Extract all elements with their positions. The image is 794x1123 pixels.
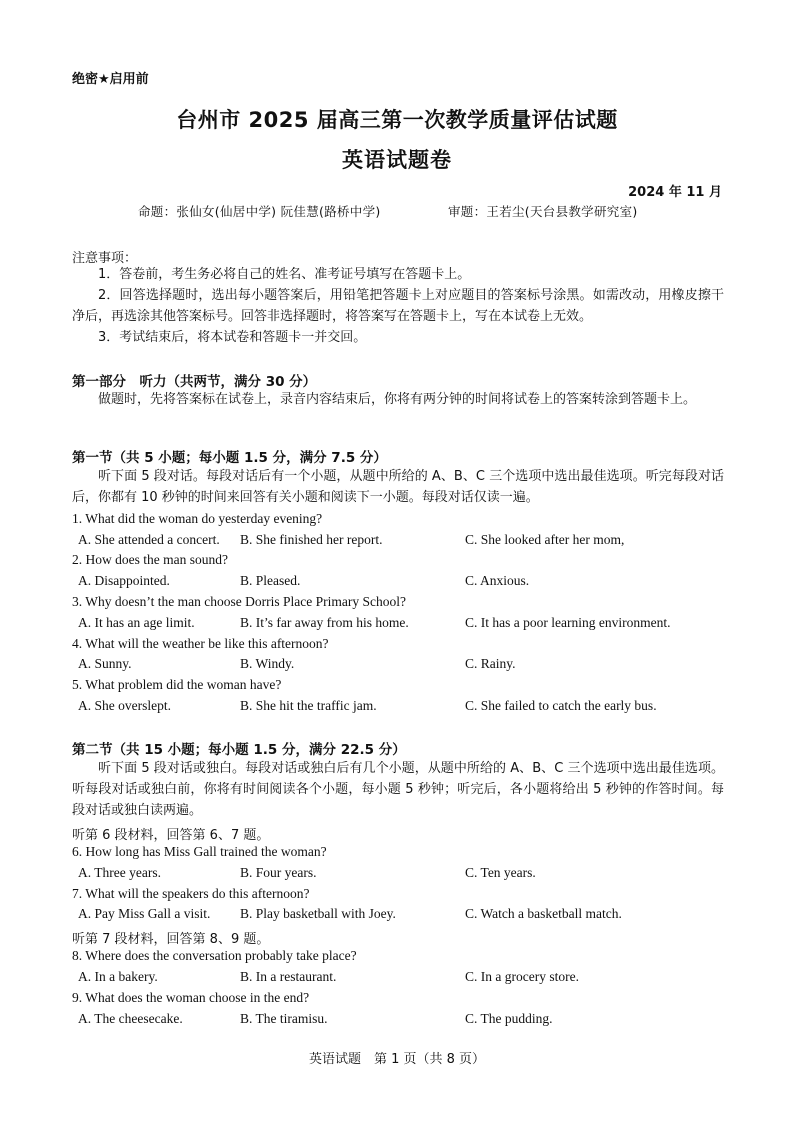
question-7: 7. What will the speakers do this afternoon? xyxy=(72,886,310,901)
q5-option-c: C. She failed to catch the early bus. xyxy=(465,698,657,713)
q5-option-b: B. She hit the traffic jam. xyxy=(240,698,377,713)
question-8: 8. Where does the conversation probably take place? xyxy=(72,948,357,963)
q9-option-b: B. The tiramisu. xyxy=(240,1011,328,1026)
confidential-label: 绝密★启用前 xyxy=(72,72,149,87)
notice-item-2: 2．回答选择题时，选出每小题答案后，用铅笔把答题卡上对应题目的答案标号涂黑。如需改动，用橡皮擦干净后，再选涂其他答案标号。回答非选择题时，将答案写在答题卡上，写在本试卷上无效。 xyxy=(72,288,724,324)
q6-option-c: C. Ten years. xyxy=(465,865,536,880)
exam-date: 2024 年 11 月 xyxy=(628,185,722,200)
part1-heading: 第一部分 听力（共两节，满分 30 分） xyxy=(72,374,317,390)
q9-option-c: C. The pudding. xyxy=(465,1011,553,1026)
q4-option-b: B. Windy. xyxy=(240,656,295,671)
question-4: 4. What will the weather be like this afternoon? xyxy=(72,636,329,651)
q8-option-a: A. In a bakery. xyxy=(78,969,158,984)
exam-subtitle: 英语试题卷 xyxy=(342,148,452,172)
q7-option-c: C. Watch a basketball match. xyxy=(465,906,622,921)
q2-option-c: C. Anxious. xyxy=(465,573,530,588)
q3-option-b: B. It’s far away from his home. xyxy=(240,615,409,630)
q8-option-c: C. In a grocery store. xyxy=(465,969,579,984)
question-1: 1. What did the woman do yesterday evening? xyxy=(72,511,323,526)
q7-option-b: B. Play basketball with Joey. xyxy=(240,906,396,921)
reviewer-line: 审题：王若尘(天台县教学研究室) xyxy=(448,204,638,219)
question-2: 2. How does the man sound? xyxy=(72,552,228,567)
section2-intro: 听下面 5 段对话或独白。每段对话或独白后有几个小题，从题中所给的 A、B、C 三个选项中选出最佳选项。听每段对话或独白前，你将有时间阅读各个小题，每小题 5 秒钟；听完后，各小题将给出 5 秒钟的作答时间。每段对话或独白读两遍。 xyxy=(72,761,724,818)
question-3: 3. Why doesn’t the man choose Dorris Place Primary School? xyxy=(72,594,406,609)
section2-heading: 第二节（共 15 小题；每小题 1.5 分，满分 22.5 分） xyxy=(72,742,406,758)
q4-option-c: C. Rainy. xyxy=(465,656,516,671)
q2-option-b: B. Pleased. xyxy=(240,573,301,588)
question-6: 6. How long has Miss Gall trained the woman? xyxy=(72,844,327,859)
question-9: 9. What does the woman choose in the end? xyxy=(72,990,310,1005)
q8-option-b: B. In a restaurant. xyxy=(240,969,337,984)
q6-option-b: B. Four years. xyxy=(240,865,317,880)
q1-option-b: B. She finished her report. xyxy=(240,532,383,547)
q9-option-a: A. The cheesecake. xyxy=(78,1011,183,1026)
notice-heading: 注意事项： xyxy=(72,251,138,266)
page-footer: 英语试题 第 1 页（共 8 页） xyxy=(308,1052,486,1067)
material-6-instruction: 听第 6 段材料，回答第 6、7 题。 xyxy=(72,828,270,843)
q2-option-a: A. Disappointed. xyxy=(78,573,170,588)
question-5: 5. What problem did the woman have? xyxy=(72,677,282,692)
q3-option-c: C. It has a poor learning environment. xyxy=(465,615,671,630)
q5-option-a: A. She overslept. xyxy=(78,698,171,713)
exam-title: 台州市 2025 届高三第一次教学质量评估试题 xyxy=(176,108,618,132)
part1-intro: 做题时，先将答案标在试卷上，录音内容结束后，你将有两分钟的时间将试卷上的答案转涂到答题卡上。 xyxy=(98,392,697,407)
q1-option-c: C. She looked after her mom, xyxy=(465,532,625,547)
q1-option-a: A. She attended a concert. xyxy=(78,532,220,547)
q7-option-a: A. Pay Miss Gall a visit. xyxy=(78,906,211,921)
q3-option-a: A. It has an age limit. xyxy=(78,615,195,630)
material-7-instruction: 听第 7 段材料，回答第 8、9 题。 xyxy=(72,932,270,947)
section1-heading: 第一节（共 5 小题；每小题 1.5 分，满分 7.5 分） xyxy=(72,450,387,466)
notice-item-1: 1．答卷前，考生务必将自己的姓名、准考证号填写在答题卡上。 xyxy=(98,267,471,282)
authors-line: 命题：张仙女(仙居中学) 阮佳慧(路桥中学) xyxy=(138,204,381,219)
q4-option-a: A. Sunny. xyxy=(78,656,132,671)
q6-option-a: A. Three years. xyxy=(78,865,161,880)
notice-item-3: 3．考试结束后，将本试卷和答题卡一并交回。 xyxy=(98,330,367,345)
section1-intro: 听下面 5 段对话。每段对话后有一个小题，从题中所给的 A、B、C 三个选项中选出最佳选项。听完每段对话后，你都有 10 秒钟的时间来回答有关小题和阅读下一小题。每段对话仅读一遍。 xyxy=(72,469,724,505)
